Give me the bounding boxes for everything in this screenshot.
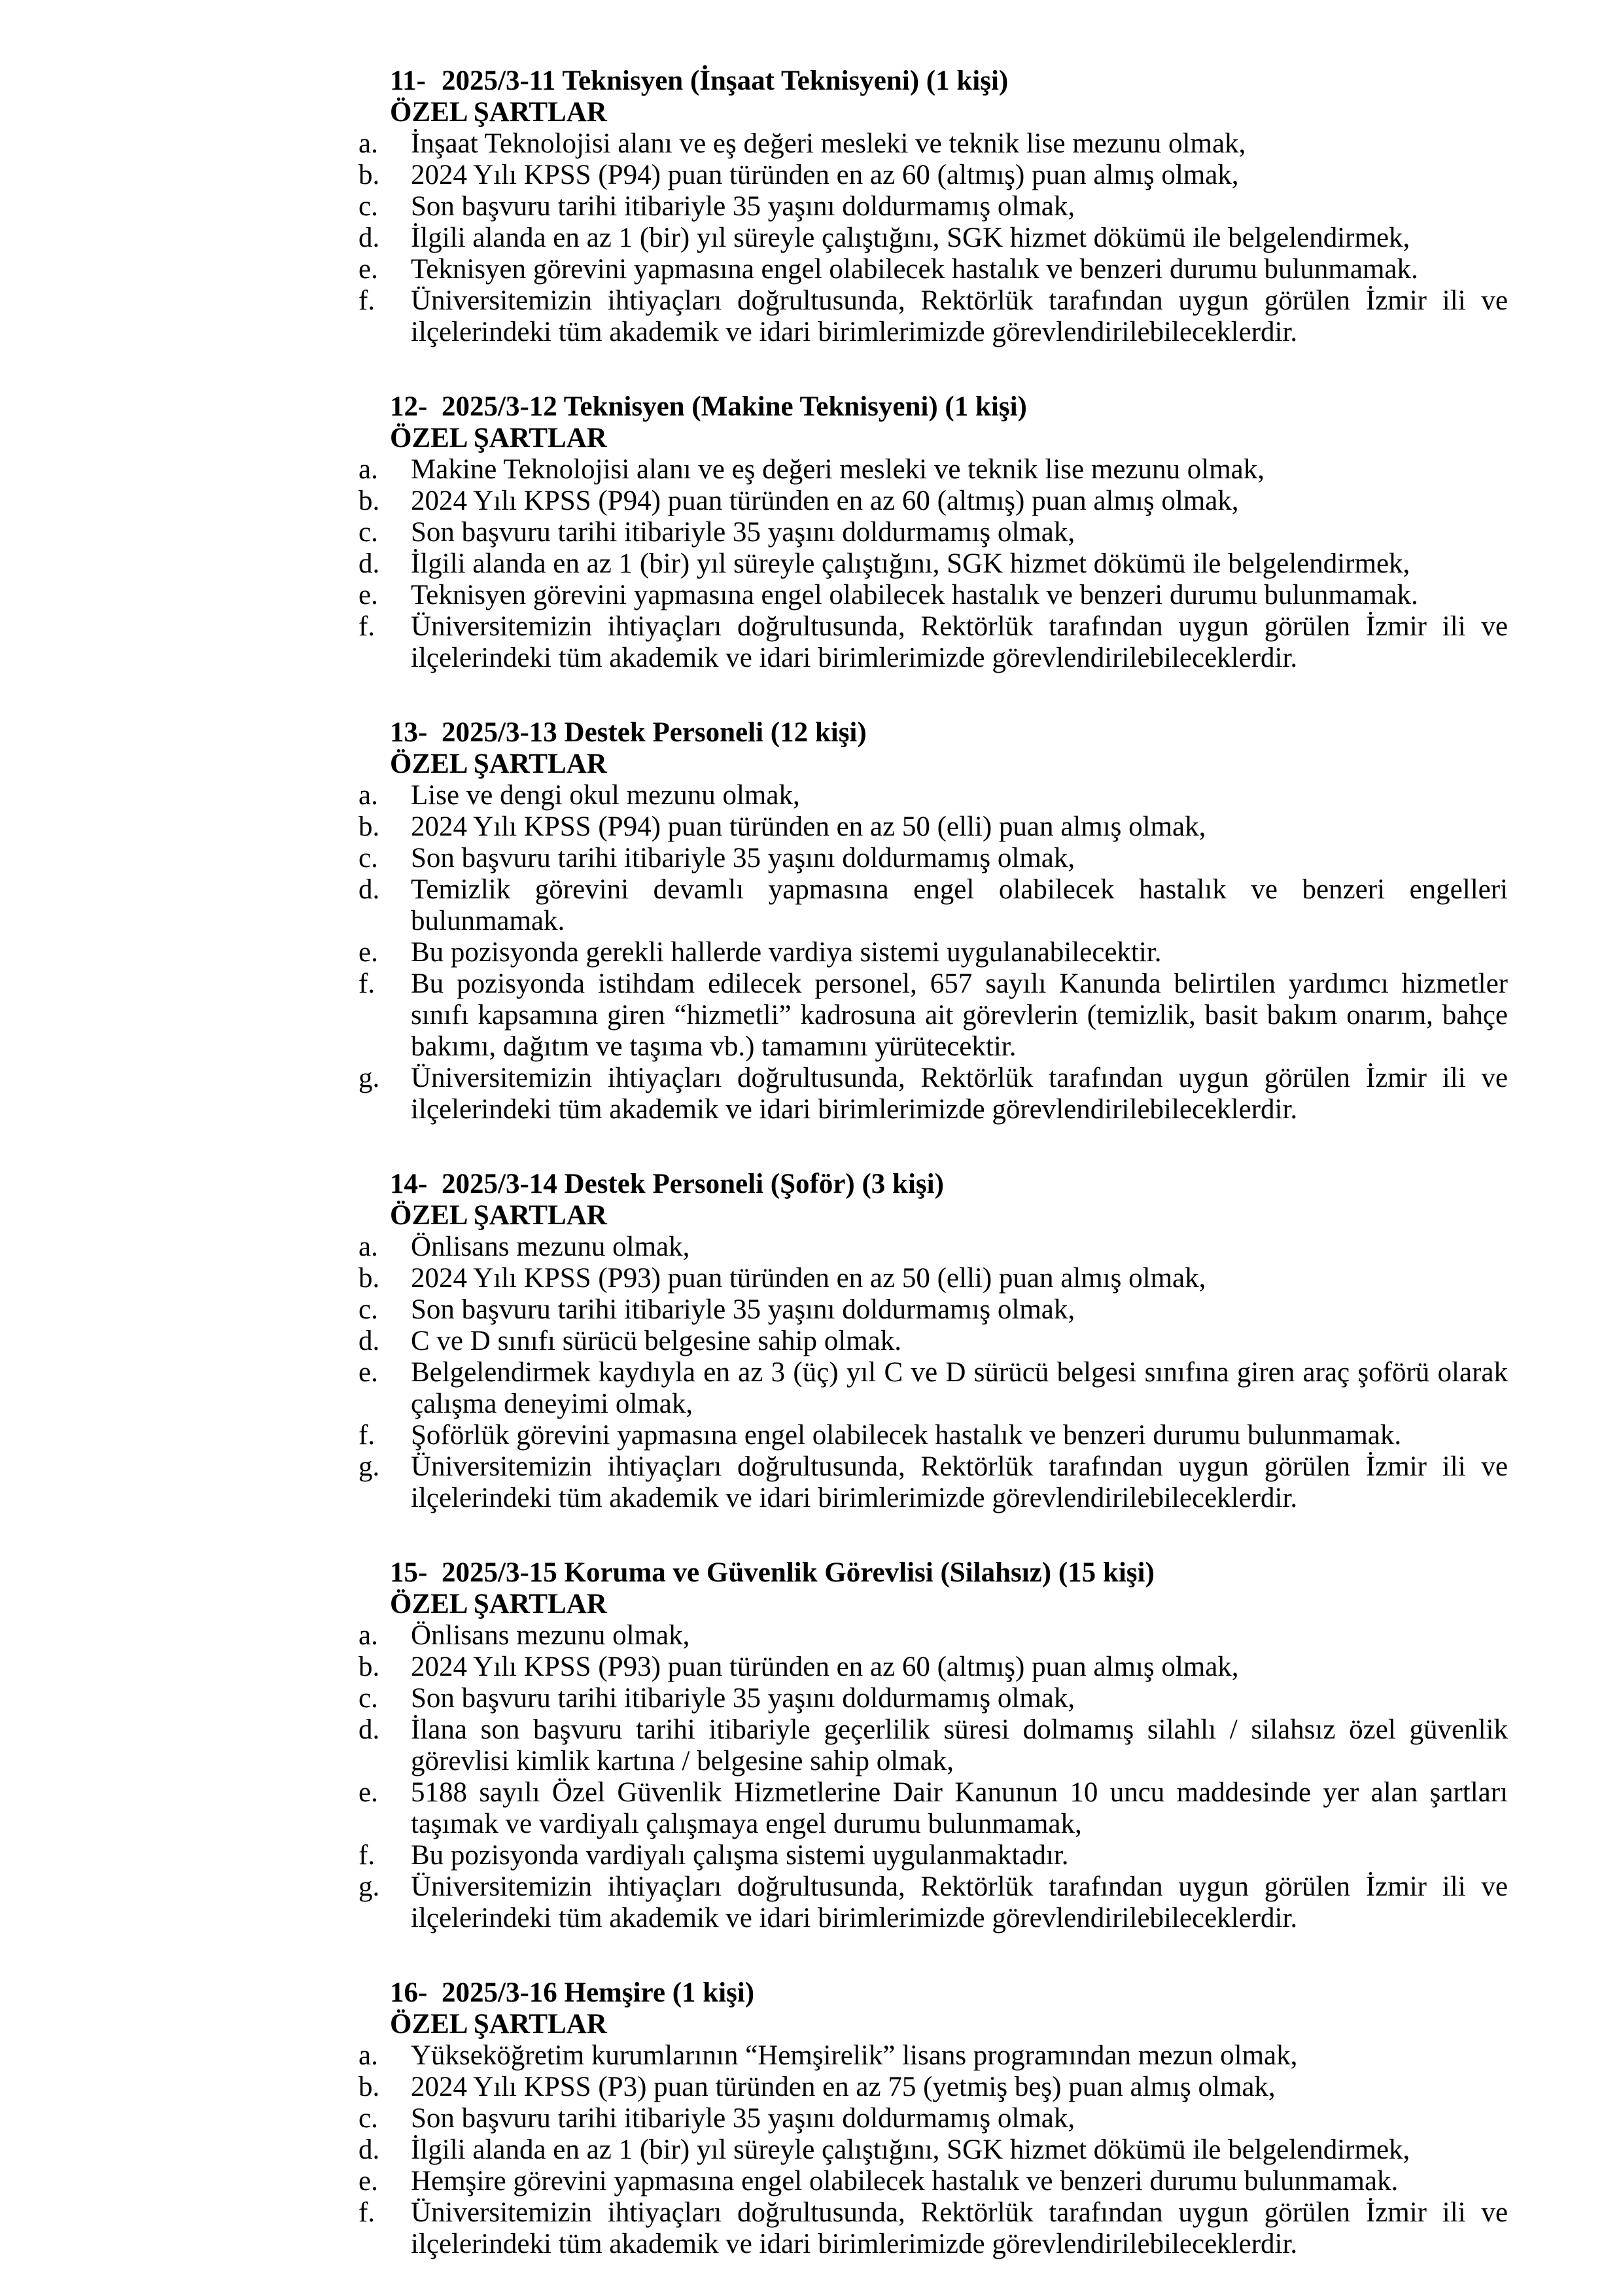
list-item	[358, 1651, 1508, 1683]
list-item	[358, 1683, 1508, 1714]
list-item-letter: b.	[358, 1651, 380, 1682]
list-item-letter: f.	[358, 2197, 375, 2228]
list-item-text: Bu pozisyonda vardiyalı çalışma sistemi uygulanmaktadır.	[411, 1840, 1069, 1871]
job-section-12	[358, 391, 1508, 674]
job-section-13	[358, 717, 1508, 1125]
section-header	[358, 1557, 1508, 1589]
list-item-text: Teknisyen görevini yapmasına engel olabilecek hastalık ve benzeri durumu bulunmamak.	[411, 254, 1418, 285]
list-item-text: Son başvuru tarihi itibariyle 35 yaşını doldurmamış olmak,	[411, 1294, 1075, 1325]
list-item-letter: c.	[358, 191, 378, 222]
job-section-11	[358, 65, 1508, 348]
list-item	[358, 843, 1508, 874]
list-item	[358, 1326, 1508, 1357]
section-number: 16-	[390, 1977, 428, 2008]
list-item-text: Lise ve dengi okul mezunu olmak,	[411, 780, 800, 811]
list-item-text: 2024 Yılı KPSS (P93) puan türünden en az 60 (altmış) puan almış olmak,	[411, 1651, 1239, 1682]
list-item	[358, 454, 1508, 486]
list-item	[358, 2134, 1508, 2166]
list-item-text: 2024 Yılı KPSS (P94) puan türünden en az 60 (altmış) puan almış olmak,	[411, 160, 1239, 190]
ozel-sartlar-heading: ÖZEL ŞARTLAR	[390, 1589, 607, 1619]
list-item-text: Üniversitemizin ihtiyaçları doğrultusunda, Rektörlük tarafından uygun görülen İzmir ili ve ilçelerindeki tüm akademik ve idari birimlerimizde görevlendirilebileceklerdir.	[411, 1451, 1508, 1513]
list-item	[358, 1357, 1508, 1420]
list-item-letter: d.	[358, 2134, 380, 2165]
list-item-text: Son başvuru tarihi itibariyle 35 yaşını doldurmamış olmak,	[411, 191, 1075, 222]
list-item-text: İlana son başvuru tarihi itibariyle geçerlilik süresi dolmamış silahlı / silahsız özel güvenlik görevlisi kimlik kartına / belgesine sahip olmak,	[411, 1714, 1508, 1776]
list-item	[358, 1231, 1508, 1263]
list-item-text: Temizlik görevini devamlı yapmasına engel olabilecek hastalık ve benzeri engelleri bulunmamak.	[411, 874, 1508, 936]
list-item-letter: a.	[358, 454, 378, 485]
section-number: 15-	[390, 1557, 428, 1588]
list-item-text: Üniversitemizin ihtiyaçları doğrultusunda, Rektörlük tarafından uygun görülen İzmir ili ve ilçelerindeki tüm akademik ve idari birimlerimizde görevlendirilebileceklerdir.	[411, 2197, 1508, 2259]
list-item-letter: b.	[358, 2072, 380, 2102]
list-item	[358, 2166, 1508, 2197]
list-item	[358, 2197, 1508, 2260]
list-item	[358, 968, 1508, 1063]
list-item	[358, 1063, 1508, 1125]
list-item	[358, 1420, 1508, 1451]
list-item-text: Son başvuru tarihi itibariyle 35 yaşını doldurmamış olmak,	[411, 1683, 1075, 1714]
list-item-letter: b.	[358, 1263, 380, 1294]
list-item-letter: f.	[358, 285, 375, 316]
list-item-text: Bu pozisyonda gerekli hallerde vardiya sistemi uygulanabilecektir.	[411, 937, 1162, 968]
list-item	[358, 285, 1508, 348]
list-item-letter: c.	[358, 1683, 378, 1714]
list-item	[358, 254, 1508, 285]
ozel-sartlar-heading: ÖZEL ŞARTLAR	[390, 97, 607, 128]
section-title: 2025/3-11 Teknisyen (İnşaat Teknisyeni) (1 kişi)	[442, 65, 1009, 96]
list-item	[358, 160, 1508, 191]
list-item-text: 2024 Yılı KPSS (P94) puan türünden en az 60 (altmış) puan almış olmak,	[411, 486, 1239, 516]
list-item-letter: g.	[358, 1871, 380, 1902]
list-item	[358, 874, 1508, 937]
section-title: 2025/3-14 Destek Personeli (Şoför) (3 kişi)	[442, 1169, 944, 1199]
list-item-text: C ve D sınıfı sürücü belgesine sahip olmak.	[411, 1326, 901, 1356]
list-item-text: Yükseköğretim kurumlarının “Hemşirelik” lisans programından mezun olmak,	[411, 2040, 1298, 2071]
list-item-letter: e.	[358, 1777, 378, 1808]
list-item-letter: a.	[358, 1620, 378, 1651]
ozel-sartlar-heading: ÖZEL ŞARTLAR	[390, 423, 607, 453]
section-number: 13-	[390, 717, 428, 748]
job-section-15	[358, 1557, 1508, 1934]
list-item-letter: b.	[358, 160, 380, 190]
list-item-letter: c.	[358, 1294, 378, 1325]
list-item-text: İlgili alanda en az 1 (bir) yıl süreyle çalıştığını, SGK hizmet dökümü ile belgelendirmek,	[411, 548, 1410, 579]
list-item	[358, 1714, 1508, 1777]
list-item-letter: d.	[358, 548, 380, 579]
list-item-letter: e.	[358, 1357, 378, 1388]
list-item-letter: a.	[358, 2040, 378, 2071]
ozel-sartlar-heading: ÖZEL ŞARTLAR	[390, 2009, 607, 2040]
list-item-letter: f.	[358, 968, 375, 999]
list-item-text: Teknisyen görevini yapmasına engel olabilecek hastalık ve benzeri durumu bulunmamak.	[411, 580, 1418, 610]
list-item-text: Üniversitemizin ihtiyaçları doğrultusunda, Rektörlük tarafından uygun görülen İzmir ili ve ilçelerindeki tüm akademik ve idari birimlerimizde görevlendirilebileceklerdir.	[411, 1871, 1508, 1934]
list-item	[358, 2040, 1508, 2072]
list-item-text: 5188 sayılı Özel Güvenlik Hizmetlerine Dair Kanunun 10 uncu maddesinde yer alan şartları taşımak ve vardiyalı çalışmaya engel durumu bulunmamak,	[411, 1777, 1508, 1839]
list-item-letter: d.	[358, 1714, 380, 1745]
section-title: 2025/3-15 Koruma ve Güvenlik Görevlisi (Silahsız) (15 kişi)	[442, 1557, 1155, 1588]
list-item	[358, 128, 1508, 160]
list-item-text: 2024 Yılı KPSS (P93) puan türünden en az 50 (elli) puan almış olmak,	[411, 1263, 1206, 1294]
list-item-text: Makine Teknolojisi alanı ve eş değeri mesleki ve teknik lise mezunu olmak,	[411, 454, 1265, 485]
section-title: 2025/3-16 Hemşire (1 kişi)	[442, 1977, 755, 2008]
list-item	[358, 486, 1508, 517]
list-item-text: 2024 Yılı KPSS (P3) puan türünden en az 75 (yetmiş beş) puan almış olmak,	[411, 2072, 1276, 2102]
list-item	[358, 580, 1508, 611]
list-item	[358, 811, 1508, 843]
list-item-letter: f.	[358, 611, 375, 642]
list-item-text: Son başvuru tarihi itibariyle 35 yaşını doldurmamış olmak,	[411, 517, 1075, 548]
list-item-text: İnşaat Teknolojisi alanı ve eş değeri mesleki ve teknik lise mezunu olmak,	[411, 128, 1246, 159]
list-item	[358, 1840, 1508, 1871]
ozel-sartlar-heading: ÖZEL ŞARTLAR	[390, 1200, 607, 1231]
list-item-letter: c.	[358, 2103, 378, 2134]
section-title: 2025/3-12 Teknisyen (Makine Teknisyeni) (1 kişi)	[442, 391, 1027, 422]
list-item	[358, 1871, 1508, 1934]
job-section-14	[358, 1169, 1508, 1514]
section-header	[358, 1169, 1508, 1200]
list-item-text: Önlisans mezunu olmak,	[411, 1231, 690, 1262]
list-item-text: Son başvuru tarihi itibariyle 35 yaşını doldurmamış olmak,	[411, 2103, 1075, 2134]
list-item	[358, 611, 1508, 674]
list-item-text: Şoförlük görevini yapmasına engel olabilecek hastalık ve benzeri durumu bulunmamak.	[411, 1420, 1402, 1451]
list-item	[358, 1777, 1508, 1840]
list-item-text: 2024 Yılı KPSS (P94) puan türünden en az 50 (elli) puan almış olmak,	[411, 811, 1206, 842]
list-item	[358, 222, 1508, 254]
job-section-16	[358, 1977, 1508, 2260]
list-item-text: İlgili alanda en az 1 (bir) yıl süreyle çalıştığını, SGK hizmet dökümü ile belgelendirmek,	[411, 222, 1410, 253]
list-item-letter: c.	[358, 843, 378, 874]
list-item-text: Üniversitemizin ihtiyaçları doğrultusunda, Rektörlük tarafından uygun görülen İzmir ili ve ilçelerindeki tüm akademik ve idari birimlerimizde görevlendirilebileceklerdir.	[411, 1063, 1508, 1125]
list-item-letter: e.	[358, 2166, 378, 2197]
list-item-letter: g.	[358, 1451, 380, 1482]
list-item-letter: c.	[358, 517, 378, 548]
list-item-letter: a.	[358, 1231, 378, 1262]
list-item-letter: e.	[358, 254, 378, 285]
list-item	[358, 937, 1508, 968]
section-number: 11-	[390, 65, 426, 96]
list-item-letter: b.	[358, 811, 380, 842]
list-item-text: Üniversitemizin ihtiyaçları doğrultusunda, Rektörlük tarafından uygun görülen İzmir ili ve ilçelerindeki tüm akademik ve idari birimlerimizde görevlendirilebileceklerdir.	[411, 611, 1508, 673]
list-item-letter: a.	[358, 780, 378, 811]
list-item-letter: g.	[358, 1063, 380, 1093]
list-item	[358, 780, 1508, 811]
list-item-letter: b.	[358, 486, 380, 516]
list-item	[358, 1451, 1508, 1514]
section-header	[358, 1977, 1508, 2009]
list-item	[358, 2072, 1508, 2103]
list-item-text: Önlisans mezunu olmak,	[411, 1620, 690, 1651]
section-title: 2025/3-13 Destek Personeli (12 kişi)	[442, 717, 867, 748]
list-item-letter: e.	[358, 580, 378, 610]
list-item	[358, 548, 1508, 580]
list-item	[358, 517, 1508, 548]
list-item-letter: e.	[358, 937, 378, 968]
list-item-letter: a.	[358, 128, 378, 159]
list-item	[358, 1620, 1508, 1651]
ozel-sartlar-heading: ÖZEL ŞARTLAR	[390, 749, 607, 779]
list-item-letter: d.	[358, 222, 380, 253]
list-item-letter: d.	[358, 874, 380, 905]
list-item-text: Belgelendirmek kaydıyla en az 3 (üç) yıl C ve D sürücü belgesi sınıfına giren araç şoförü olarak çalışma deneyimi olmak,	[411, 1357, 1508, 1419]
list-item	[358, 1263, 1508, 1294]
list-item-text: İlgili alanda en az 1 (bir) yıl süreyle çalıştığını, SGK hizmet dökümü ile belgelendirmek,	[411, 2134, 1410, 2165]
list-item	[358, 2103, 1508, 2134]
list-item-text: Üniversitemizin ihtiyaçları doğrultusunda, Rektörlük tarafından uygun görülen İzmir ili ve ilçelerindeki tüm akademik ve idari birimlerimizde görevlendirilebileceklerdir.	[411, 285, 1508, 347]
list-item	[358, 1294, 1508, 1326]
list-item-letter: f.	[358, 1840, 375, 1871]
list-item-text: Hemşire görevini yapmasına engel olabilecek hastalık ve benzeri durumu bulunmamak.	[411, 2166, 1399, 2197]
section-number: 14-	[390, 1169, 428, 1199]
list-item-letter: d.	[358, 1326, 380, 1356]
list-item-text: Bu pozisyonda istihdam edilecek personel, 657 sayılı Kanunda belirtilen yardımcı hizmetler sınıfı kapsamına giren “hizmetli” kadrosuna ait görevlerin (temizlik, basit bakım onarım, bahçe bakımı, dağıtım ve taşıma vb.) tamamını yürütecektir.	[411, 968, 1508, 1062]
list-item-letter: f.	[358, 1420, 375, 1451]
section-header	[358, 717, 1508, 749]
list-item-text: Son başvuru tarihi itibariyle 35 yaşını doldurmamış olmak,	[411, 843, 1075, 874]
section-header	[358, 65, 1508, 97]
document-content	[358, 65, 1508, 2260]
section-number: 12-	[390, 391, 428, 422]
list-item	[358, 191, 1508, 222]
section-header	[358, 391, 1508, 423]
